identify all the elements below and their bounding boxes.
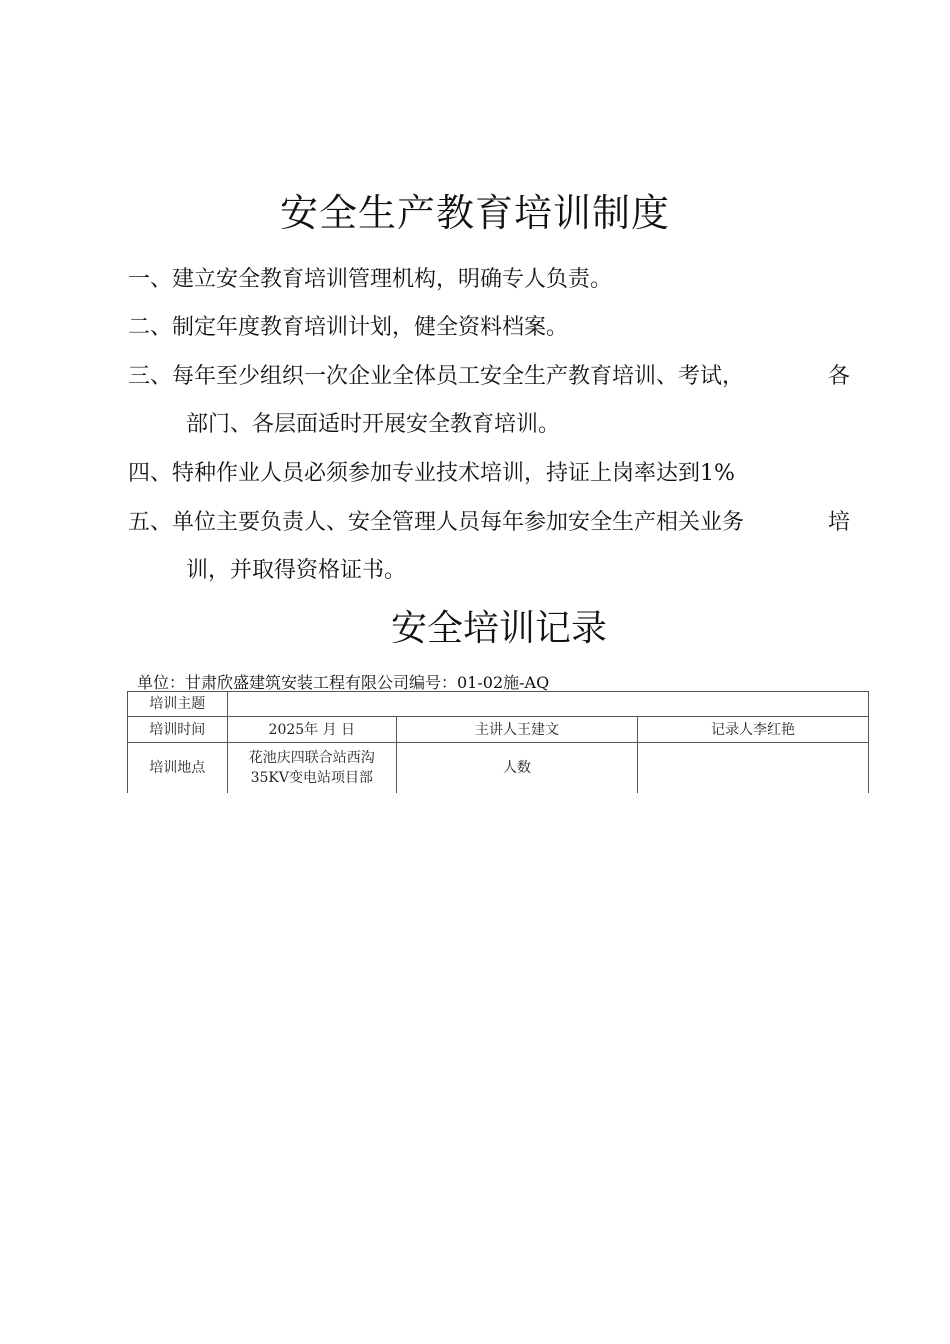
rule-text: 一、建立安全教育培训管理机构，明确专人负责。: [128, 267, 613, 292]
place-value: [227, 743, 396, 793]
time-value: 2025年 月 日: [227, 717, 396, 743]
table-row-place: [128, 743, 869, 793]
unit-and-code-line: 单位：甘肃欣盛建筑安装工程有限公司编号：01-02施-AQ: [137, 673, 550, 692]
rule-item-2: [128, 313, 568, 343]
rule-item-5: [128, 508, 850, 586]
page-title: 安全生产教育培训制度: [279, 191, 670, 235]
rule-item-1: [128, 265, 612, 295]
topic-value-cell[interactable]: [227, 692, 868, 717]
place-label: 培训地点: [128, 743, 228, 793]
rule-text: 二、制定年度教育培训计划，健全资料档案。: [128, 315, 569, 340]
rule-item-3: [128, 362, 850, 440]
rule-text-tail: 培: [827, 510, 850, 535]
rule-first-line: [128, 508, 850, 538]
record-title: 安全培训记录: [390, 608, 607, 649]
count-label: 人数: [397, 743, 638, 793]
rule-text-tail: 各: [827, 364, 850, 389]
rule-text: 三、每年至少组织一次企业全体员工安全生产教育培训、考试，: [128, 364, 745, 389]
place-value-line: 35KV变电站项目部: [250, 769, 373, 786]
rule-text: 五、单位主要负责人、安全管理人员每年参加安全生产相关业务: [128, 510, 745, 535]
place-value-line: 花池庆四联合站西沟: [248, 749, 375, 766]
training-record-table: [127, 691, 869, 793]
rule-first-line: [128, 362, 850, 392]
table-row-topic: [128, 692, 869, 717]
time-label: 培训时间: [128, 717, 228, 743]
count-value-cell[interactable]: [637, 743, 868, 793]
rule-continuation: 训，并取得资格证书。: [186, 558, 407, 583]
rule-item-4: [128, 459, 735, 489]
rule-continuation: 部门、各层面适时开展安全教育培训。: [186, 412, 561, 437]
rule-text: 四、特种作业人员必须参加专业技术培训，持证上岗率达到1%: [128, 461, 735, 486]
lecturer-cell: 主讲人王建文: [397, 717, 638, 743]
topic-label: 培训主题: [128, 692, 228, 717]
recorder-cell: 记录人李红艳: [637, 717, 868, 743]
table-row-time: [128, 717, 869, 743]
